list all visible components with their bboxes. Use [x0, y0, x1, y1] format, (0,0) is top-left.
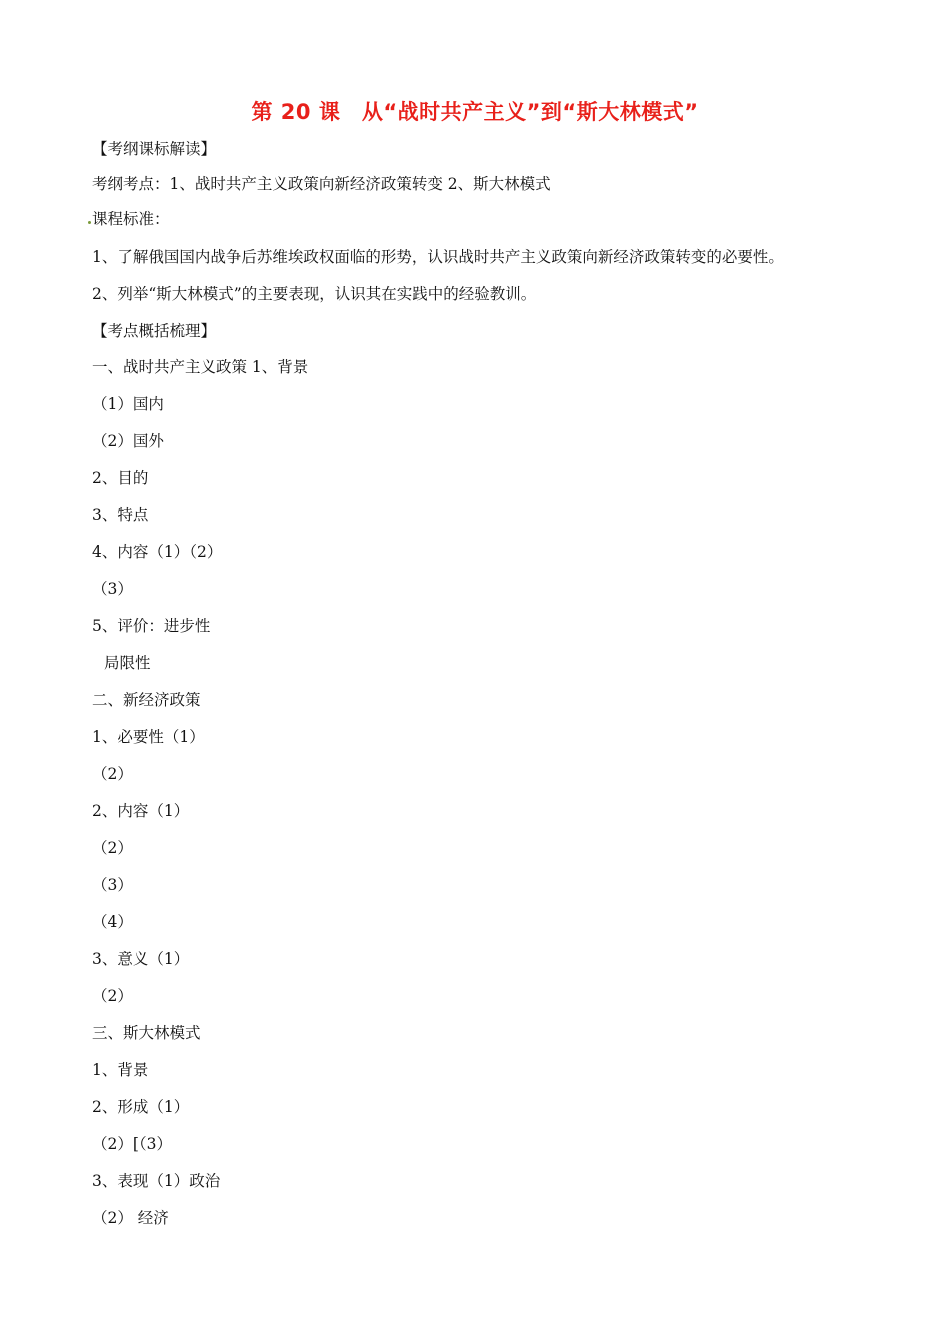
text-line: 3、意义（1）: [92, 950, 190, 968]
text-line: 3、表现（1）政治: [92, 1172, 221, 1190]
text-line: 2、形成（1）: [92, 1098, 190, 1116]
text-line: （2）: [92, 987, 133, 1005]
text-line: 3、特点: [92, 506, 149, 524]
text-line: （2）: [92, 765, 133, 783]
text-line: 2、列举“斯大林模式”的主要表现，认识其在实践中的经验教训。: [92, 285, 537, 303]
bullet-dot-icon: [88, 221, 91, 224]
text-line: 局限性: [104, 654, 151, 672]
text-line: 4、内容（1）（2）: [92, 543, 223, 561]
text-line-label: 课程标准：: [92, 210, 170, 228]
text-line: 考纲考点：1、战时共产主义政策向新经济政策转变 2、斯大林模式: [92, 175, 551, 193]
section-heading: 【考纲课标解读】: [92, 140, 217, 158]
text-line: 2、内容（1）: [92, 802, 190, 820]
text-line: 1、必要性（1）: [92, 728, 205, 746]
text-line: （4）: [92, 913, 133, 931]
text-line: （2）国外: [92, 432, 164, 450]
text-line: 1、背景: [92, 1061, 149, 1079]
text-line: 1、了解俄国国内战争后苏维埃政权面临的形势，认识战时共产主义政策向新经济政策转变的必要性。: [92, 248, 784, 266]
text-line: [88, 209, 170, 229]
text-line: 2、目的: [92, 469, 149, 487]
text-line: （2）: [92, 839, 133, 857]
text-line: 三、斯大林模式: [92, 1024, 201, 1042]
section-heading: 【考点概括梳理】: [92, 322, 217, 340]
text-line: （3）: [92, 580, 133, 598]
text-line: （1）国内: [92, 395, 164, 413]
document-title: 第 20 课 从“战时共产主义”到“斯大林模式”: [251, 100, 699, 124]
text-line: （3）: [92, 876, 133, 894]
text-line: 一、战时共产主义政策 1、背景: [92, 358, 309, 376]
text-line: 5、评价：进步性: [92, 617, 211, 635]
text-line: （2） 经济: [92, 1209, 169, 1227]
text-line: （2）[（3）: [92, 1135, 173, 1153]
text-line: 二、新经济政策: [92, 691, 201, 709]
